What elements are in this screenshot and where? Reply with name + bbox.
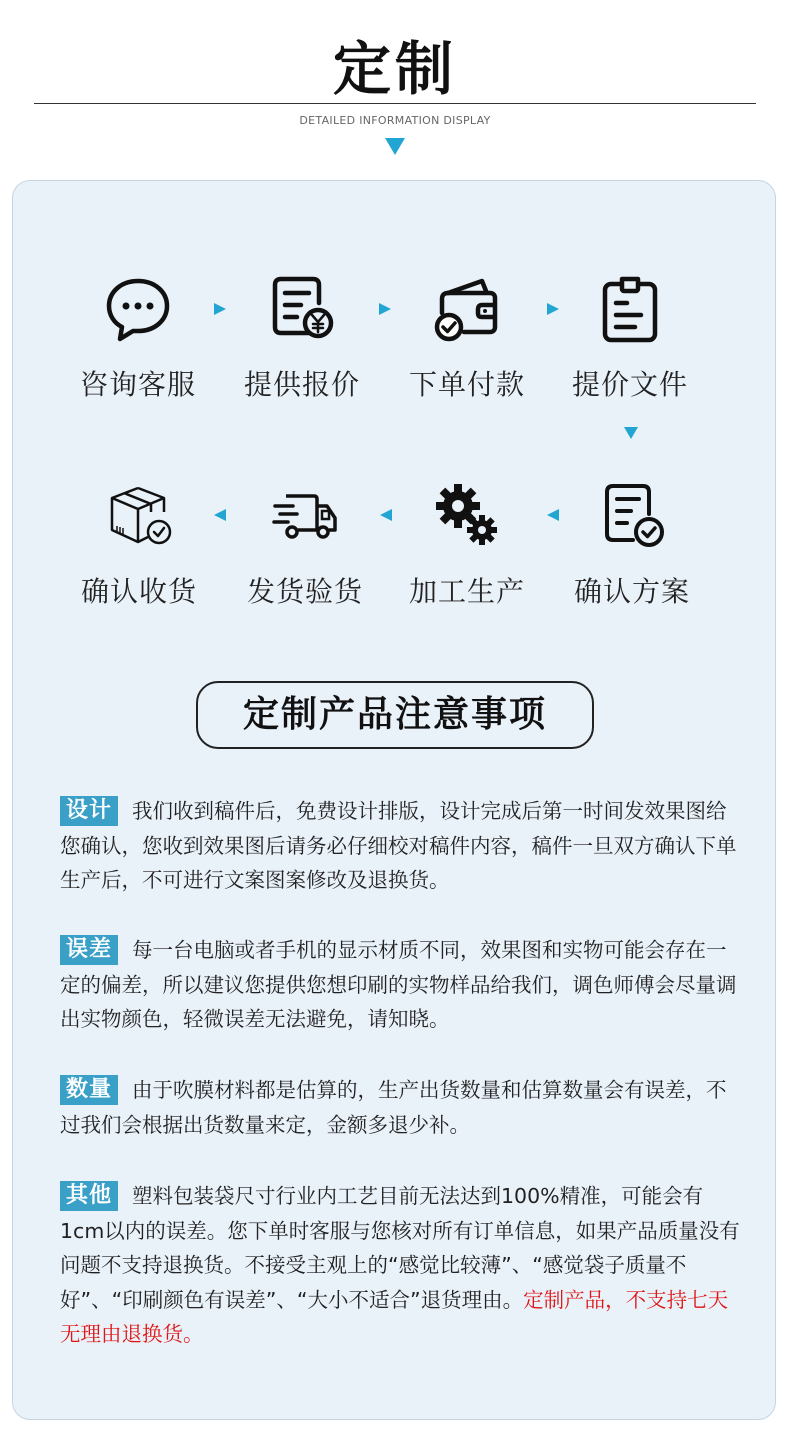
notice-item-other <box>60 1179 746 1352</box>
delivery-truck-icon <box>270 482 340 552</box>
clipboard-icon <box>595 275 665 345</box>
notice-item-quantity <box>60 1073 746 1142</box>
triangle-down-icon <box>385 138 405 155</box>
step-ship-inspect <box>225 482 385 610</box>
step-label: 提价文件 <box>571 368 688 401</box>
notice-highlight: 定制产品，不支持七天无理由退换货。 <box>60 1287 729 1346</box>
step-label: 确认收货 <box>80 575 197 608</box>
notice-tag: 数量 <box>60 1075 118 1105</box>
step-production <box>387 482 547 610</box>
package-check-icon <box>104 482 174 552</box>
step-quote <box>222 275 382 403</box>
chat-bubble-icon <box>103 275 173 345</box>
wallet-check-icon <box>432 275 502 345</box>
notice-text: 塑料包装袋尺寸行业内工艺目前无法达到100%精准，可能会有1cm以内的误差。您下单时客服与您核对所有订单信息，如果产品质量没有问题不支持退换货。不接受主观上的“感觉比较薄”、“感觉袋子质量不好”、“印刷颜色有误差”、“大小不适合”退货理由。 <box>60 1184 740 1312</box>
notice-tag: 误差 <box>60 935 118 965</box>
notice-heading: 定制产品注意事项 <box>196 681 594 749</box>
invoice-yen-icon <box>267 275 337 345</box>
step-label: 加工生产 <box>408 575 525 608</box>
notice-text: 我们收到稿件后，免费设计排版，设计完成后第一时间发效果图给您确认，您收到效果图后请务必仔细校对稿件内容，稿件一旦双方确认下单生产后，不可进行文案图案修改及退换货。 <box>60 799 737 892</box>
notice-tag: 其他 <box>60 1181 118 1211</box>
step-label: 提供报价 <box>243 368 360 401</box>
notice-text: 由于吹膜材料都是估算的，生产出货数量和估算数量会有误差，不过我们会根据出货数量来定，金额多退少补。 <box>60 1078 727 1137</box>
step-submit-files <box>550 275 710 403</box>
step-label: 下单付款 <box>408 368 525 401</box>
title-divider <box>34 103 756 104</box>
step-pay <box>387 275 547 403</box>
notice-text: 每一台电脑或者手机的显示材质不同，效果图和实物可能会存在一定的偏差，所以建议您提供您想印刷的实物样品给我们，调色师傅会尽量调出实物颜色，轻微误差无法避免，请知晓。 <box>60 938 737 1031</box>
page-subtitle: DETAILED INFORMATION DISPLAY <box>299 114 491 127</box>
step-consult <box>58 275 218 403</box>
step-label: 确认方案 <box>573 575 690 608</box>
step-confirm-receipt <box>59 482 219 610</box>
notice-item-design <box>60 794 746 898</box>
gears-icon <box>432 482 502 552</box>
notice-item-deviation <box>60 933 746 1037</box>
step-label: 咨询客服 <box>79 368 196 401</box>
document-check-icon <box>597 482 667 552</box>
step-confirm-plan <box>552 482 712 610</box>
notice-tag: 设计 <box>60 796 118 826</box>
step-label: 发货验货 <box>246 575 363 608</box>
page-title: 定制 <box>332 35 457 103</box>
arrow-down-icon <box>624 427 638 439</box>
